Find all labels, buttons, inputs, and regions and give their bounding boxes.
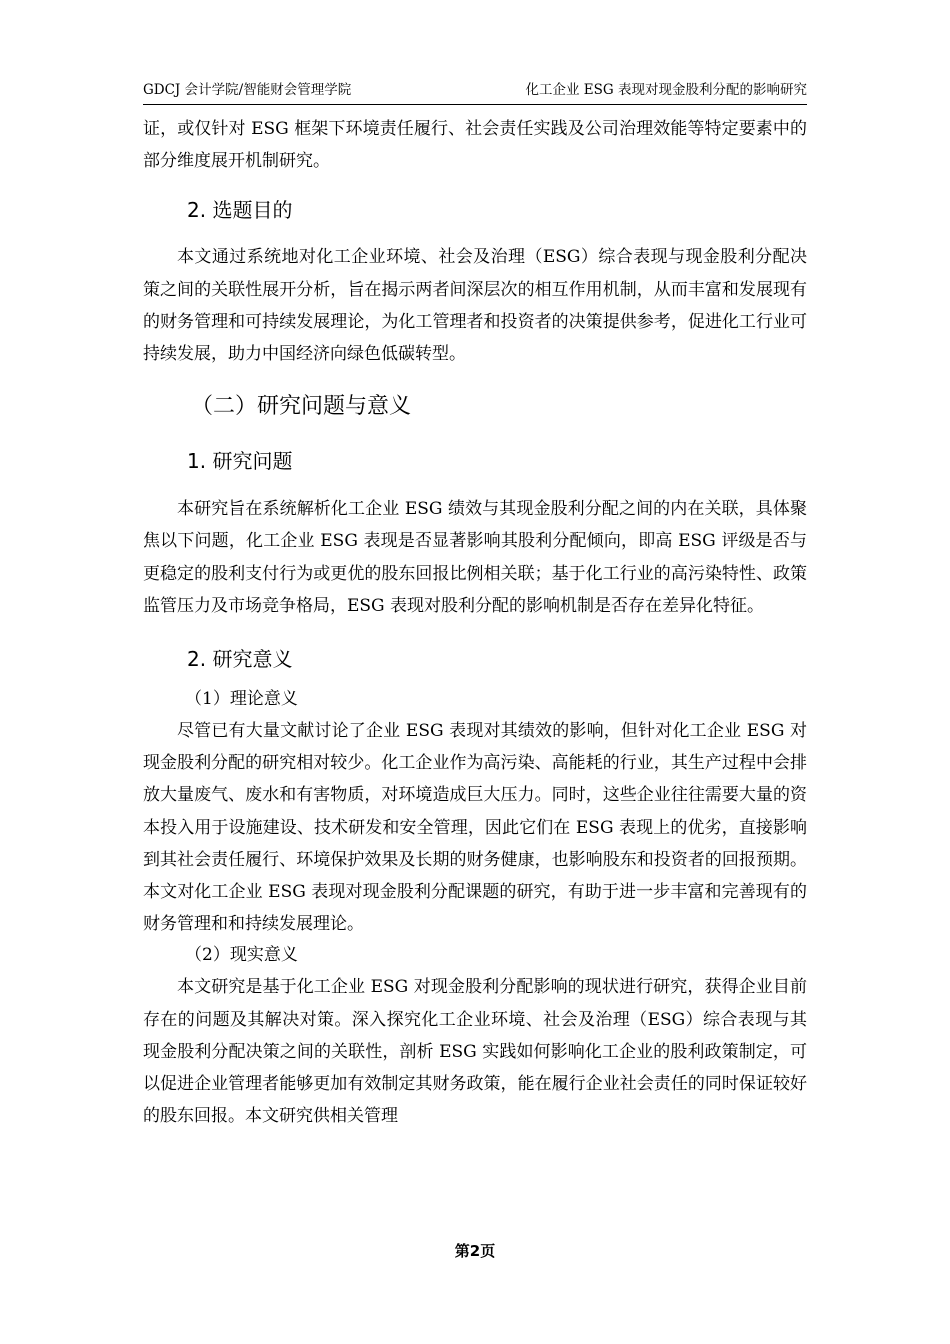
question-paragraph: 本研究旨在系统解析化工企业 ESG 绩效与其现金股利分配之间的内在关联，具体聚焦以下问题，化工企业 ESG 表现是否显著影响其股利分配倾向，即高 ESG 评级是否与更稳定的股利支付行为或更优的股东回报比例相关联；基于化工行业的高污染特性、政策监管压力及市场竞争格局，ESG 表现对股利分配的影响机制是否存在差异化特征。 <box>143 499 807 616</box>
page-number: 第2页 <box>454 1242 496 1260</box>
page-content <box>143 113 807 1132</box>
chapter-heading-questions-significance: （二）研究问题与意义 <box>191 394 412 420</box>
continuation-paragraph: 证，或仅针对 ESG 框架下环境责任履行、社会责任实践及公司治理效能等特定要素中的部分维度展开机制研究。 <box>143 119 807 172</box>
running-header <box>143 80 807 105</box>
subheading-theory: （1）理论意义 <box>185 689 298 710</box>
subheading-practice: （2）现实意义 <box>185 945 298 966</box>
section-heading-significance: 2. 研究意义 <box>187 647 293 672</box>
header-paper-title: 化工企业 ESG 表现对现金股利分配的影响研究 <box>525 82 807 98</box>
header-institution: GDCJ 会计学院/智能财会管理学院 <box>143 82 352 98</box>
practice-paragraph: 本文研究是基于化工企业 ESG 对现金股利分配影响的现状进行研究，获得企业目前存在的问题及其解决对策。深入探究化工企业环境、社会及治理（ESG）综合表现与其现金股利分配决策之间的关联性，剖析 ESG 实践如何影响化工企业的股利政策制定，可以促进企业管理者能够更加有效制定其财务政策，能在履行企业社会责任的同时保证较好的股东回报。本文研究供相关管理 <box>143 977 807 1127</box>
section-heading-question: 1. 研究问题 <box>187 449 293 474</box>
section-heading-purpose: 2. 选题目的 <box>187 198 293 223</box>
theory-paragraph: 尽管已有大量文献讨论了企业 ESG 表现对其绩效的影响，但针对化工企业 ESG 对现金股利分配的研究相对较少。化工企业作为高污染、高能耗的行业，其生产过程中会排放大量废气、废水和有害物质，对环境造成巨大压力。同时，这些企业往往需要大量的资本投入用于设施建设、技术研发和安全管理，因此它们在 ESG 表现上的优劣，直接影响到其社会责任履行、环境保护效果及长期的财务健康，也影响股东和投资者的回报预期。本文对化工企业 ESG 表现对现金股利分配课题的研究，有助于进一步丰富和完善现有的财务管理和和持续发展理论。 <box>143 721 807 935</box>
purpose-paragraph: 本文通过系统地对化工企业环境、社会及治理（ESG）综合表现与现金股利分配决策之间的关联性展开分析，旨在揭示两者间深层次的相互作用机制，从而丰富和发展现有的财务管理和可持续发展理论，为化工管理者和投资者的决策提供参考，促进化工行业可持续发展，助力中国经济向绿色低碳转型。 <box>143 247 807 365</box>
